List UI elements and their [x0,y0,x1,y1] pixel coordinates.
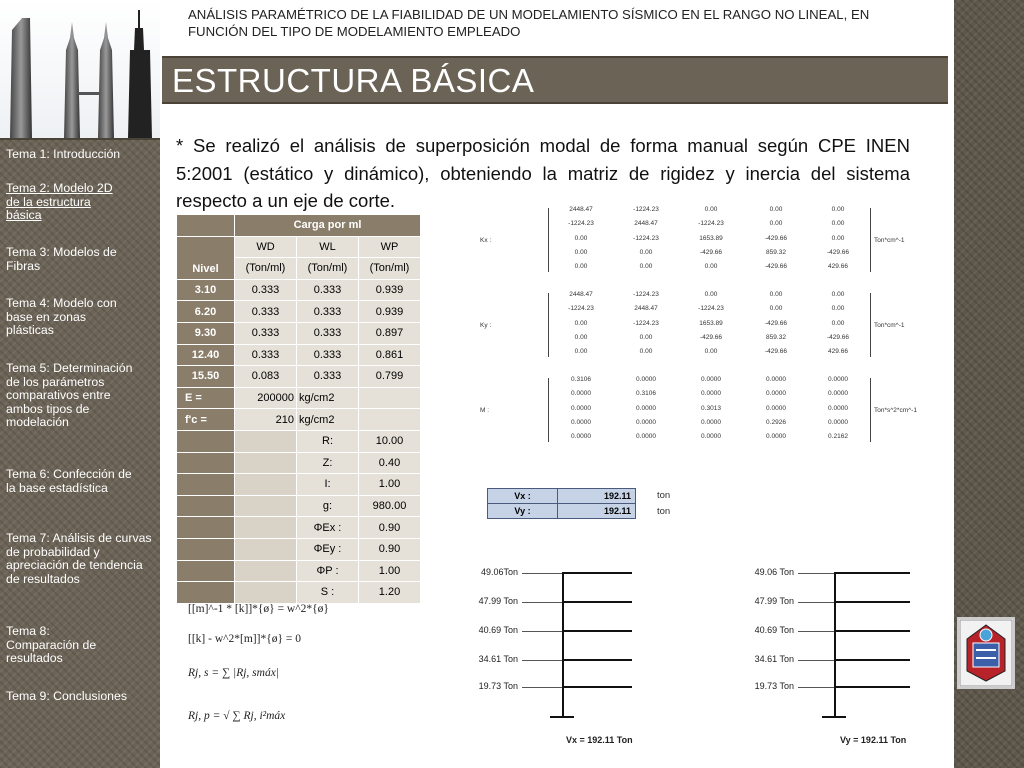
floor-force-label: 19.73 Ton [754,681,794,691]
nav-tema-6[interactable]: Tema 6: Confección de la base estadística [6,467,132,495]
matrix-cell: 0.00 [769,291,783,298]
floor-line [562,630,632,632]
srss-formula: Rj, p = √ ∑ Rj, i²máx [188,710,286,722]
e-value: 200000 [235,387,297,409]
table-row [177,366,421,388]
matrix-bracket [870,208,871,272]
matrix-bracket [870,378,871,442]
param-value: 10.00 [359,430,421,452]
wp-cell: 0.861 [359,344,421,366]
matrix-cell: -1224.23 [568,220,594,228]
nav-tema-9[interactable]: Tema 9: Conclusiones [6,689,127,703]
matrix-cell: -429.66 [764,348,788,356]
matrix-label: Kx : [480,237,492,244]
matrix-cell: 0.2926 [766,418,786,426]
floor-force-label: 40.69 Ton [754,625,794,635]
floor-line [562,572,632,574]
matrix-bracket [548,208,549,272]
col-header-wd: WD [235,236,297,258]
floor-force-label: 40.69 Ton [478,625,518,635]
matrix-cell: 0.0000 [766,390,786,398]
matrix-cell: 0.00 [831,291,845,298]
table-row [177,322,421,344]
matrix-cell: 0.00 [769,220,783,228]
table-row [177,279,421,301]
wd-cell: 0.083 [235,366,297,388]
param-value: 1.20 [359,582,421,604]
col-unit-wp: (Ton/ml) [359,258,421,280]
floor-line [834,686,910,688]
nav-tema-1[interactable]: Tema 1: Introducción [6,147,121,161]
matrix-cell: -429.66 [699,248,723,256]
matrix-cell: 859.32 [766,333,786,341]
floor-force-label: 49.06 Ton [754,567,794,577]
matrix-cell: 1653.89 [699,319,723,327]
matrix-cell: 0.0000 [571,418,591,426]
base-shear-table [487,488,636,519]
floor-force-label: 49.06Ton [480,567,518,577]
param-value: 0.90 [359,538,421,560]
building-column [562,572,564,718]
matrix-cell: 0.0000 [766,376,786,383]
shear-unit: ton [657,506,671,517]
matrix-bracket [548,293,549,357]
matrix-cell: 429.66 [828,348,848,356]
ground-line [550,716,574,718]
matrix-cell: 0.0000 [636,376,656,383]
matrix-cell: -429.66 [764,319,788,327]
matrix-cell: 0.00 [574,333,588,341]
floor-line [834,572,910,574]
e-unit: kg/cm2 [297,387,359,409]
wd-cell: 0.333 [235,279,297,301]
matrix-cell: 0.00 [769,206,783,213]
floor-line [562,686,632,688]
floor-force-label: 47.99 Ton [478,596,518,606]
wl-cell: 0.333 [297,279,359,301]
matrix-cell: 0.00 [704,348,718,356]
left-sidebar [0,0,160,768]
force-arrow [798,631,834,632]
matrix-label: Ky : [480,322,492,329]
matrix-cell: 0.0000 [571,390,591,398]
matrix-cell: 0.0000 [571,404,591,412]
param-label: ΦP : [297,560,359,582]
matrix-bracket [548,378,549,442]
matrix-label: M : [480,407,490,414]
load-table [176,214,421,604]
matrix-cell: -1224.23 [698,305,724,313]
matrix-cell: 0.2162 [828,433,848,441]
matrix-cell: 0.0000 [636,404,656,412]
matrix-cell: 1653.89 [699,234,723,242]
wl-cell: 0.333 [297,366,359,388]
title-band [162,56,948,104]
characteristic-equation: [[k] - w^2*[m]]*{ø} = 0 [188,633,301,645]
matrix-unit: Ton*cm^-1 [874,322,905,329]
matrix-cell: -1224.23 [633,234,659,242]
nivel-cell: 15.50 [177,366,235,388]
param-label: g: [297,495,359,517]
floor-force-label: 47.99 Ton [754,596,794,606]
floor-line [834,659,910,661]
shear-unit: ton [657,490,671,501]
force-arrow [798,602,834,603]
col-unit-wl: (Ton/ml) [297,258,359,280]
wd-cell: 0.333 [235,322,297,344]
matrix-cell: 0.0000 [701,376,721,383]
matrix-cell: -429.66 [826,333,850,341]
param-label: R: [297,430,359,452]
force-arrow [522,660,562,661]
wp-cell: 0.897 [359,322,421,344]
table-row [177,452,421,474]
matrix-cell: 0.0000 [636,433,656,441]
shear-label: Vy : [488,504,558,519]
fc-value: 210 [235,409,297,431]
matrix-cell: 0.00 [704,263,718,271]
matrix-cell: 0.00 [704,206,718,213]
matrix-cell: 0.0000 [636,418,656,426]
matrix-cell: 0.00 [574,348,588,356]
wp-cell: 0.939 [359,279,421,301]
matrix-cell: 0.0000 [766,433,786,441]
matrix-cell: 0.0000 [701,418,721,426]
matrix-cell: 0.0000 [828,418,848,426]
sum-abs-formula: Rj, s = ∑ |Rj, smáx| [188,667,279,679]
nivel-cell: 6.20 [177,301,235,323]
matrix-cell: 0.00 [831,206,845,213]
floor-force-label: 34.61 Ton [478,654,518,664]
table-row [177,495,421,517]
param-value: 1.00 [359,560,421,582]
fc-label: f'c = [177,409,235,431]
matrix-cell: 0.00 [574,319,588,327]
matrix-cell: 0.00 [639,263,653,271]
param-label: ΦEy : [297,538,359,560]
floor-line [834,630,910,632]
matrix-cell: 0.3013 [701,404,721,412]
nav-tema-8[interactable]: Tema 8: Comparación de resultados [6,624,97,665]
param-label: S : [297,582,359,604]
nav-tema-7[interactable]: Tema 7: Análisis de curvas de probabilidad y apreciación de tendencia de resultados [6,531,152,586]
force-arrow [522,687,562,688]
wd-cell: 0.333 [235,301,297,323]
table-row [177,560,421,582]
matrix-cell: 2448.47 [569,291,593,298]
table-row [177,344,421,366]
nav-tema-4[interactable]: Tema 4: Modelo con base en zonas plásticas [6,296,117,337]
load-table-group-header: Carga por ml [235,215,421,237]
col-unit-wd: (Ton/ml) [235,258,297,280]
matrix-cell: -429.66 [764,234,788,242]
matrix-cell: 0.00 [574,248,588,256]
matrix-cell: 2448.47 [634,220,658,228]
matrix-cell: 0.0000 [701,433,721,441]
matrix-cell: 0.00 [831,234,845,242]
nav-tema-5[interactable]: Tema 5: Determinación de los parámetros comparativos entre ambos tipos de modelación [6,361,133,429]
param-label: ΦEx : [297,517,359,539]
table-row [177,474,421,496]
nivel-cell: 9.30 [177,322,235,344]
base-shear-label: Vx = 192.11 Ton [566,735,633,745]
base-shear-label: Vy = 192.11 Ton [840,735,907,745]
force-arrow [522,631,562,632]
matrix-cell: 2448.47 [634,305,658,313]
building-column [834,572,836,718]
matrix-cell: -429.66 [764,263,788,271]
wl-cell: 0.333 [297,344,359,366]
force-arrow [522,573,562,574]
matrix-cell: 2448.47 [569,206,593,213]
nivel-cell: 12.40 [177,344,235,366]
param-value: 1.00 [359,474,421,496]
skyline-image [0,0,160,140]
matrix-cell: 0.00 [831,305,845,313]
table-row [177,409,421,431]
table-row [488,489,636,504]
shear-value: 192.11 [558,504,636,519]
matrix-cell: -1224.23 [633,206,659,213]
param-value: 0.90 [359,517,421,539]
matrix-cell: -1224.23 [568,305,594,313]
wl-cell: 0.333 [297,322,359,344]
force-arrow [798,660,834,661]
matrix-cell: 0.0000 [828,390,848,398]
param-label: Z: [297,452,359,474]
matrix-cell: 0.00 [704,291,718,298]
page-title: ESTRUCTURA BÁSICA [172,62,535,99]
matrix-cell: 0.0000 [828,404,848,412]
table-row [177,582,421,604]
matrix-cell: -429.66 [826,248,850,256]
table-row [177,538,421,560]
wp-cell: 0.939 [359,301,421,323]
matrix-cell: 0.0000 [766,404,786,412]
force-arrow [798,687,834,688]
ground-line [822,716,846,718]
matrix-unit: Ton*s^2*cm^-1 [874,407,917,414]
force-arrow [522,602,562,603]
nav-tema-3[interactable]: Tema 3: Modelos de Fibras [6,245,117,273]
matrix-cell: 0.00 [574,263,588,271]
floor-line [834,601,910,603]
matrix-cell: 0.0000 [701,390,721,398]
eigen-equation: [[m]^-1 * [k]]*{ø} = w^2*{ø} [188,603,329,615]
matrix-cell: 0.00 [831,220,845,228]
param-label: I: [297,474,359,496]
table-row [177,387,421,409]
matrix-cell: 0.00 [639,348,653,356]
table-row [177,301,421,323]
shear-label: Vx : [488,489,558,504]
wl-cell: 0.333 [297,301,359,323]
matrix-cell: -1224.23 [698,220,724,228]
floor-force-label: 34.61 Ton [754,654,794,664]
matrix-cell: 0.00 [574,234,588,242]
shear-value: 192.11 [558,489,636,504]
table-row [488,504,636,519]
floor-line [562,601,632,603]
fc-unit: kg/cm2 [297,409,359,431]
nivel-cell: 3.10 [177,279,235,301]
nav-tema-2[interactable]: Tema 2: Modelo 2D de la estructura básica [6,181,113,222]
matrix-cell: 429.66 [828,263,848,271]
force-arrow [798,573,834,574]
wp-cell: 0.799 [359,366,421,388]
e-label: E = [177,387,235,409]
col-header-wl: WL [297,236,359,258]
matrix-unit: Ton*cm^-1 [874,237,905,244]
matrix-cell: 859.32 [766,248,786,256]
floor-force-label: 19.73 Ton [478,681,518,691]
matrix-cell: 0.00 [831,319,845,327]
intro-paragraph: * Se realizó el análisis de superposición modal de forma manual según CPE INEN 5:2001 (estático y dinámico), obteniendo la matriz de rigidez y inercia del sistema respecto a un eje de corte. [176,135,910,211]
matrix-cell: -1224.23 [633,319,659,327]
wd-cell: 0.333 [235,344,297,366]
col-header-wp: WP [359,236,421,258]
matrix-bracket [870,293,871,357]
table-row [177,517,421,539]
university-logo [957,617,1015,689]
matrix-cell: 0.3106 [571,376,591,383]
matrix-cell: 0.00 [639,333,653,341]
matrix-cell: -1224.23 [633,291,659,298]
table-row [177,430,421,452]
presentation-subtitle: ANÁLISIS PARAMÉTRICO DE LA FIABILIDAD DE UN MODELAMIENTO SÍSMICO EN EL RANGO NO LINEAL, EN FUNCIÓN DEL TIPO DE MODELAMIENTO EMPLEADO [188,7,870,39]
matrix-cell: 0.0000 [571,433,591,441]
param-value: 0.40 [359,452,421,474]
nivel-header: Nivel [177,236,235,279]
floor-line [562,659,632,661]
param-value: 980.00 [359,495,421,517]
matrix-cell: 0.3106 [636,390,656,398]
matrix-cell: 0.0000 [828,376,848,383]
matrix-cell: 0.00 [769,305,783,313]
matrix-cell: -429.66 [699,333,723,341]
matrix-cell: 0.00 [639,248,653,256]
